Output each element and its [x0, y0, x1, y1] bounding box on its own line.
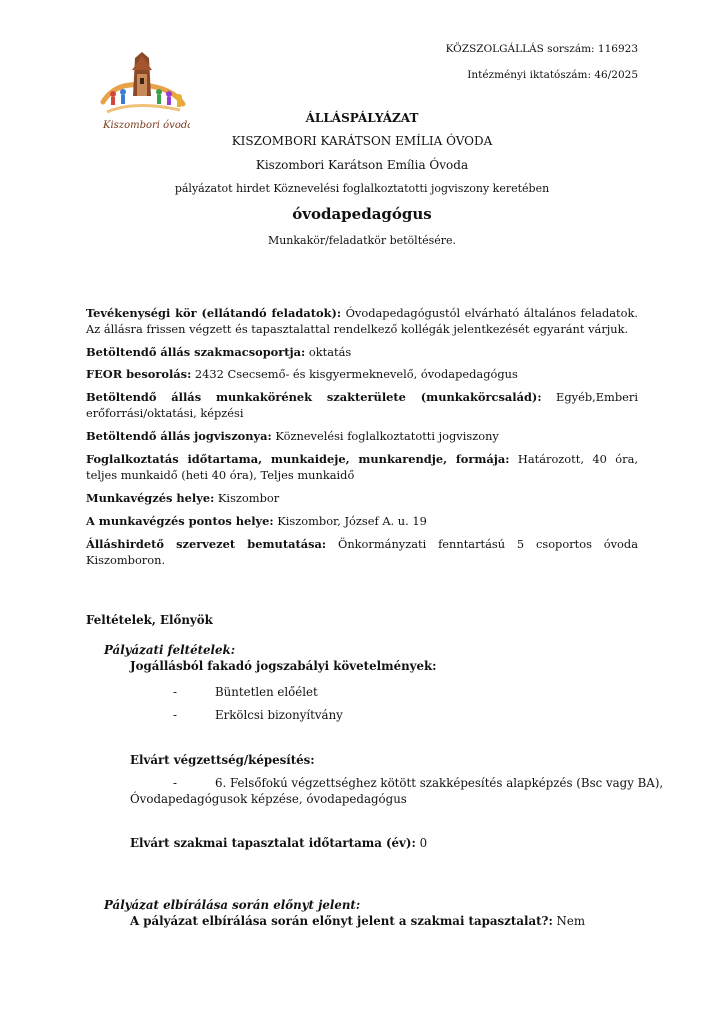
bullet-dash: -: [173, 708, 177, 722]
bullet-criminal-record: Büntetlen előélet: [215, 685, 318, 699]
position-title: óvodapedagógus: [292, 205, 432, 223]
conditions-heading: Feltételek, Előnyök: [86, 613, 213, 627]
logo-text: Kiszombori óvoda: [103, 120, 190, 131]
institution-name: Kiszombori Karátson Emília Óvoda: [255, 158, 469, 172]
detail-exact-workplace: A munkavégzés pontos helye: Kiszombor, József A. u. 19: [86, 514, 427, 528]
detail-feor: FEOR besorolás: 2432 Csecsemő- és kisgyermeknevelő, óvodapedagógus: [86, 367, 518, 381]
experience-line: Elvárt szakmai tapasztalat időtartama (év): 0: [130, 836, 428, 850]
page-title: ÁLLÁSPÁLYÁZAT: [305, 111, 419, 125]
bullet-dash: -: [173, 685, 177, 699]
detail-activity: Tevékenységi kör (ellátandó feladatok): Óvodapedagógustól elvárható általános feladatok. Az állásra frissen végzett és tapasztalattal rendelkező kollégák jelentkezését egyaránt várjuk.: [86, 306, 638, 336]
detail-organization: Álláshirdető szervezet bemutatása: Önkormányzati fenntartású 5 csoportos óvoda Kiszomboron.: [86, 537, 639, 567]
advantage-line: A pályázat elbírálása során előnyt jelent a szakmai tapasztalat?: Nem: [130, 914, 586, 928]
application-conditions-heading: Pályázati feltételek:: [104, 643, 236, 657]
bullet-dash: -: [173, 776, 177, 790]
institution-upper: KISZOMBORI KARÁTSON EMÍLIA ÓVODA: [231, 134, 493, 148]
detail-workplace: Munkavégzés helye: Kiszombor: [86, 491, 280, 505]
announcement: pályázatot hirdet Köznevelési foglalkoztatotti jogviszony keretében: [174, 182, 550, 195]
detail-profession-group: Betöltendő állás szakmacsoportja: oktatás: [86, 345, 352, 359]
detail-employment: Foglalkoztatás időtartama, munkaideje, munkarendje, formája: Határozott, 40 óra, teljes munkaidő (heti 40 óra), Teljes munkaidő: [86, 452, 638, 482]
registry-number: Intézményi iktatószám: 46/2025: [467, 69, 638, 81]
purpose-line: Munkakör/feladatkör betöltésére.: [267, 234, 457, 247]
detail-field: Betöltendő állás munkakörének szakterülete (munkakörcsalád): Egyéb,Emberi erőforrási/oktatási, képzési: [86, 390, 638, 420]
legal-requirements-heading: Jogállásból fakadó jogszabályi követelmények:: [130, 659, 437, 673]
detail-legal-relation: Betöltendő állás jogviszonya: Köznevelési foglalkoztatotti jogviszony: [86, 429, 499, 443]
advantage-heading: Pályázat elbírálása során előnyt jelent:: [104, 898, 361, 912]
serial-number: KÖZSZOLGÁLLÁS sorszám: 116923: [445, 43, 638, 55]
education-line-2: Óvodapedagógusok képzése, óvodapedagógus: [130, 792, 407, 806]
bullet-moral-certificate: Erkölcsi bizonyítvány: [215, 708, 343, 722]
education-heading: Elvárt végzettség/képesítés:: [130, 753, 315, 767]
education-line-1: 6. Felsőfokú végzettséghez kötött szakképesítés alapképzés (Bsc vagy BA),: [215, 776, 664, 790]
